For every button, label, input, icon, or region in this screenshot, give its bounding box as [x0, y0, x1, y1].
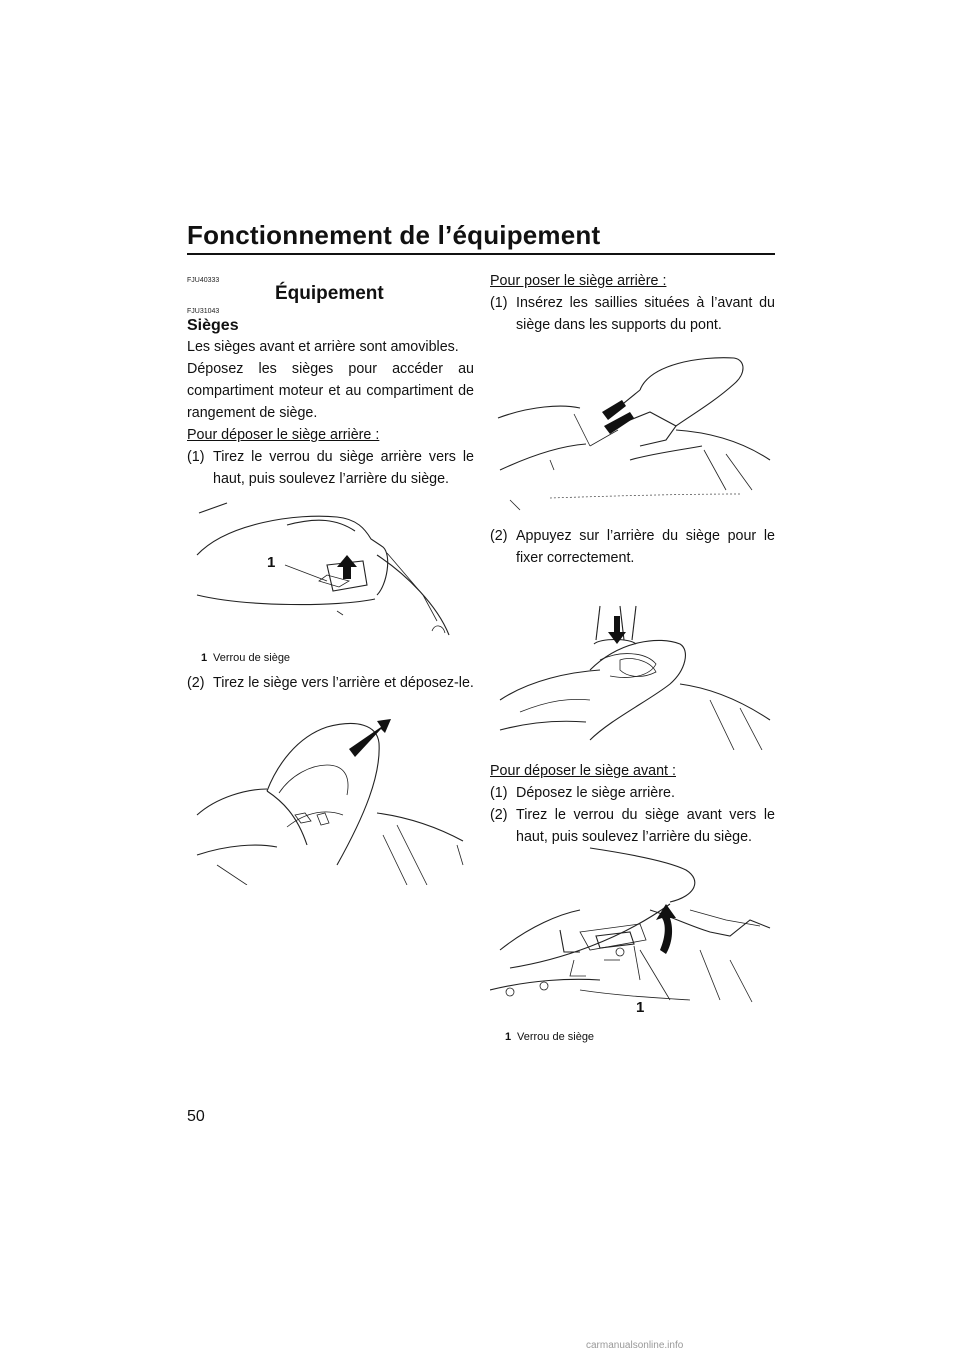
- remove-front-step-1: [490, 782, 775, 804]
- caption-text: Verrou de siège: [517, 1031, 595, 1043]
- step-number: (2): [187, 675, 205, 691]
- subsection-title: Sièges: [187, 317, 239, 334]
- figure1-callout-label: 1: [267, 554, 276, 571]
- figure-pull-rear-seat: [187, 715, 467, 885]
- step-text: Appuyez sur l’arrière du siège pour le fixer correctement.: [516, 528, 775, 566]
- remove-rear-step-2-block: [187, 672, 487, 694]
- install-rear-heading: Pour poser le siège arrière :: [490, 273, 667, 289]
- figure1-caption: [201, 652, 290, 664]
- step-number: (2): [490, 528, 508, 544]
- figure4-callout-label: 1: [636, 999, 645, 1016]
- remove-rear-heading: Pour déposer le siège arrière :: [187, 427, 380, 443]
- page-header-title: Fonctionnement de l’équipement: [187, 220, 601, 250]
- install-rear-step-2: [490, 525, 775, 569]
- step-text: Insérez les saillies situées à l’avant du siège dans les supports du pont.: [516, 295, 775, 333]
- remove-rear-step-2: [187, 672, 487, 694]
- caption-number: 1: [201, 652, 208, 664]
- step-text: Tirez le verrou du siège avant vers le haut, puis soulevez l’arrière du siège.: [516, 807, 775, 845]
- step-number: (2): [490, 807, 508, 823]
- install-rear-block: [490, 270, 775, 336]
- figure-press-rear-seat: [490, 600, 775, 750]
- header-rule: [187, 253, 775, 255]
- step-text: Tirez le verrou du siège arrière vers le haut, puis soulevez l’arrière du siège.: [213, 449, 474, 487]
- intro-text: [187, 336, 474, 490]
- remove-rear-step-1: [187, 446, 474, 490]
- step-number: (1): [187, 449, 205, 465]
- page-number: 50: [187, 1108, 205, 1125]
- step-text: Déposez le siège arrière.: [516, 785, 675, 801]
- intro-paragraph-2: Déposez les sièges pour accéder au compartiment moteur et au compartiment de rangement de siège.: [187, 361, 474, 421]
- figure-rear-seat-lock: [187, 495, 467, 643]
- step-number: (1): [490, 785, 508, 801]
- caption-number: 1: [505, 1031, 512, 1043]
- figure-insert-rear-seat: [490, 350, 775, 515]
- section-code: FJU40333: [187, 277, 220, 284]
- install-rear-step-1: [490, 292, 775, 336]
- step-text: Tirez le siège vers l’arrière et déposez-le.: [213, 675, 474, 691]
- step-number: (1): [490, 295, 508, 311]
- section-title: Équipement: [275, 283, 384, 304]
- figure-front-seat-lock: [490, 840, 775, 1020]
- install-rear-step-2-block: [490, 525, 775, 569]
- figure4-caption: [505, 1031, 594, 1043]
- subsection-code: FJU31043: [187, 308, 220, 315]
- caption-text: Verrou de siège: [213, 652, 291, 664]
- remove-front-heading: Pour déposer le siège avant :: [490, 763, 676, 779]
- intro-paragraph-1: Les sièges avant et arrière sont amovibles.: [187, 339, 459, 355]
- remove-front-block: [490, 760, 775, 848]
- watermark-text: carmanualsonline.info: [586, 1340, 684, 1351]
